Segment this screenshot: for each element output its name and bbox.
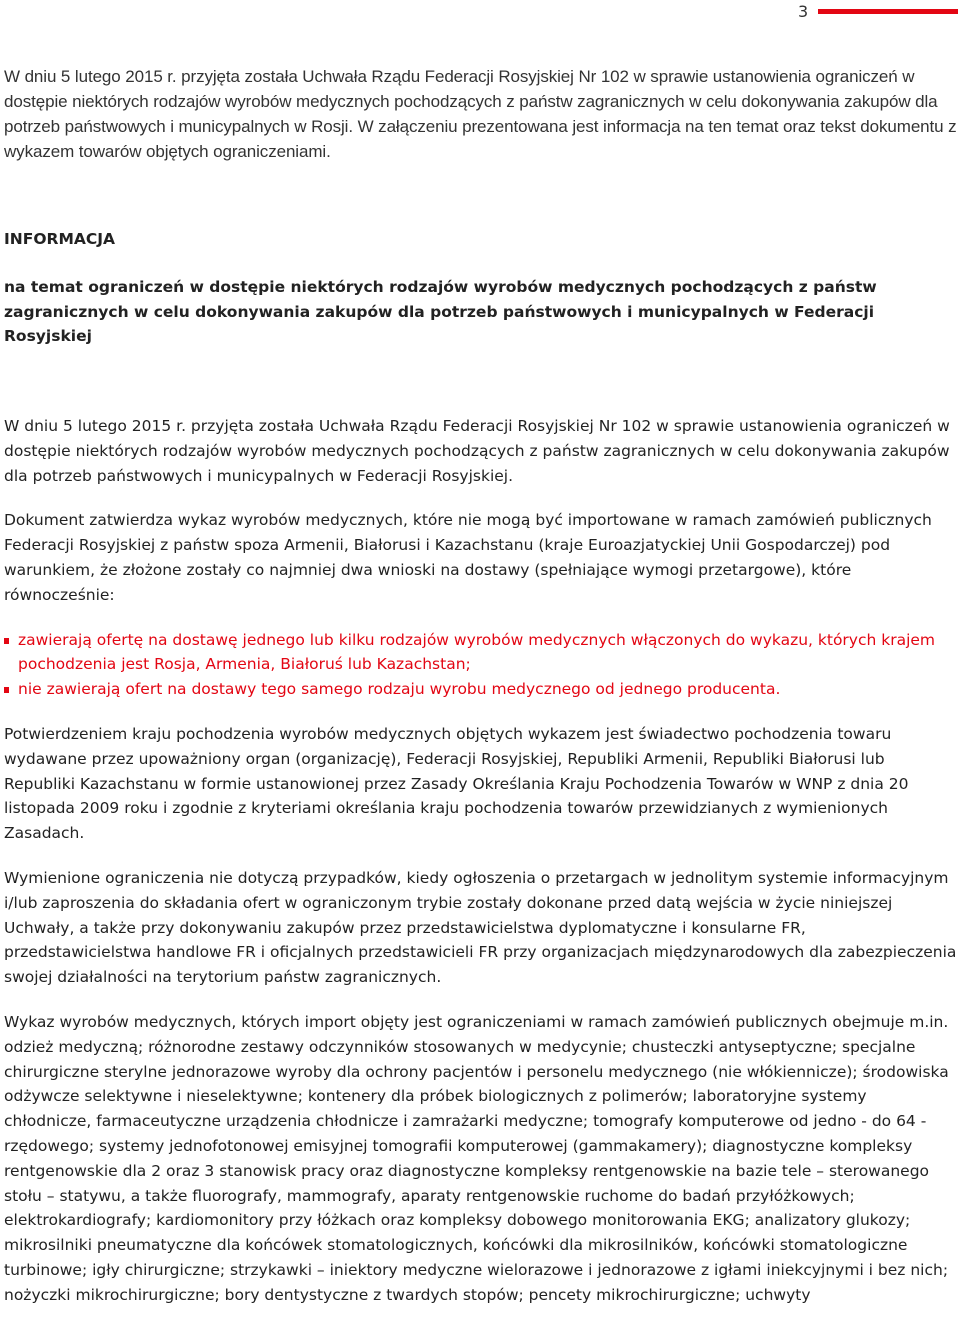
page-number: 3: [798, 2, 809, 21]
bullet-icon: [4, 687, 9, 693]
paragraph-origin-certificate: Potwierdzeniem kraju pochodzenia wyrobów medycznych objętych wykazem jest świadectwo pochodzenia towaru wydawane przez upoważniony organ (organizację), Federacji Rosyjskiej, Republiki Armenii, Republiki Białorusi lub Republiki Kazachstanu w formie ustanowionej przez Zasady Określania Kraju Pochodzenia Towarów w WNP z dnia 20 listopada 2009 roku i zgodnie z kryteriami określania kraju pochodzenia towarów przewidzianych z wymienionych Zasadach.: [4, 724, 909, 843]
list-item: [4, 677, 958, 702]
list-item: [4, 628, 958, 678]
paragraph-product-list: Wykaz wyrobów medycznych, których import objęty jest ograniczeniami w ramach zamówień publicznych obejmuje m.in. odzież medyczną; różnorodne zestawy odczynników stosowanych w medycynie; chusteczki antyseptyczne; specjalne chirurgiczne sterylne jednorazowe wyroby dla ochrony pacjentów i personelu medycznego (nie włókiennicze); środowiska odżywcze selektywne i nieselektywne; kontenery dla próbek biologicznych z polimerów; laboratoryjne systemy chłodnicze, farmaceutyczne urządzenia chłodnicze i zamrażarki medyczne; tomografy komputerowe od jedno - do 64 - rzędowego; systemy jednofotonowej emisyjnej tomografii komputerowej (gammakamery); diagnostyczne kompleksy rentgenowskie dla 2 oraz 3 stanowisk pracy oraz diagnostyczne kompleksy rentgenowskie na bazie tele – sterowanego stołu – statywu, a także fluorografy, mammografy, aparaty rentgenowskie ruchome do badań przyłóżkowych; elektrokardiografy; kardiomonitory przy łóżkach oraz kompleksy dobowego monitorowania EKG; analizatory glukozy; mikrosilniki pneumatyczne dla końcówek stomatologicznych, końcówki dla mikrosilników, końcówki stomatologiczne turbinowe; igły chirurgiczne; strzykawki – iniektory medyczne wielorazowe i jednorazowe z igłami iniekcyjnymi i bez nich; nożyczki mikrochirurgiczne; bory dentystyczne z twardych stopów; pencety mikrochirurgiczne; uchwyty: [4, 1012, 949, 1304]
paragraph-exceptions: Wymienione ograniczenia nie dotyczą przypadków, kiedy ogłoszenia o przetargach w jednolitym systemie informacyjnym i/lub zaproszenia do składania ofert w ograniczonym trybie zostały dokonane przed datą wejścia w życie niniejszej Uchwały, a także przy dokonywaniu zakupów przez przedstawicielstwa dyplomatyczne i konsularne FR, przedstawicielstwa handlowe FR i oficjalnych przedstawicieli FR przy organizacjach międzynarodowych dla zabezpieczenia swojej działalności na terytorium państw zagranicznych.: [4, 868, 957, 987]
section-title: INFORMACJA: [4, 230, 115, 248]
paragraph-resolution: W dniu 5 lutego 2015 r. przyjęta została Uchwała Rządu Federacji Rosyjskiej Nr 102 w sprawie ustanowienia ograniczeń w dostępie niektórych rodzajów wyrobów medycznych pochodzących z państw zagranicznych w celu dokonywania zakupów dla potrzeb państwowych i municypalnych w Federacji Rosyjskiej.: [4, 417, 950, 485]
header-accent-rule: [818, 9, 958, 14]
body-text: [4, 414, 958, 1328]
paragraph-document-scope: Dokument zatwierdza wykaz wyrobów medycznych, które nie mogą być importowane w ramach zamówień publicznych Federacji Rosyjskiej z państw spoza Armenii, Białorusi i Kazachstanu (kraje Euroazjatyckiej Unii Gospodarczej) pod warunkiem, że złożone zostały co najmniej dwa wnioski na dostawy (spełniające wymogi przetargowe), które równocześnie:: [4, 511, 932, 604]
conditions-list: [4, 628, 958, 702]
bullet-icon: [4, 638, 9, 644]
list-item-text: nie zawierają ofert na dostawy tego samego rodzaju wyrobu medycznego od jednego producenta.: [18, 680, 781, 699]
section-subtitle: na temat ograniczeń w dostępie niektórych rodzajów wyrobów medycznych pochodzących z państw zagranicznych w celu dokonywania zakupów dla potrzeb państwowych i municypalnych w Federacji Rosyjskiej: [4, 278, 877, 345]
intro-paragraph: W dniu 5 lutego 2015 r. przyjęta została Uchwała Rządu Federacji Rosyjskiej Nr 102 w sprawie ustanowienia ograniczeń w dostępie niektórych rodzajów wyrobów medycznych pochodzących z państw zagranicznych w celu dokonywania zakupów dla potrzeb państwowych i municypalnych w Rosji. W załączeniu prezentowana jest informacja na ten temat oraz tekst dokumentu z wykazem towarów objętych ograniczeniami.: [4, 67, 957, 161]
list-item-text: zawierają ofertę na dostawę jednego lub kilku rodzajów wyrobów medycznych włączonych do wykazu, których krajem pochodzenia jest Rosja, Armenia, Białoruś lub Kazachstan;: [18, 630, 936, 674]
document-content: [4, 64, 958, 1304]
